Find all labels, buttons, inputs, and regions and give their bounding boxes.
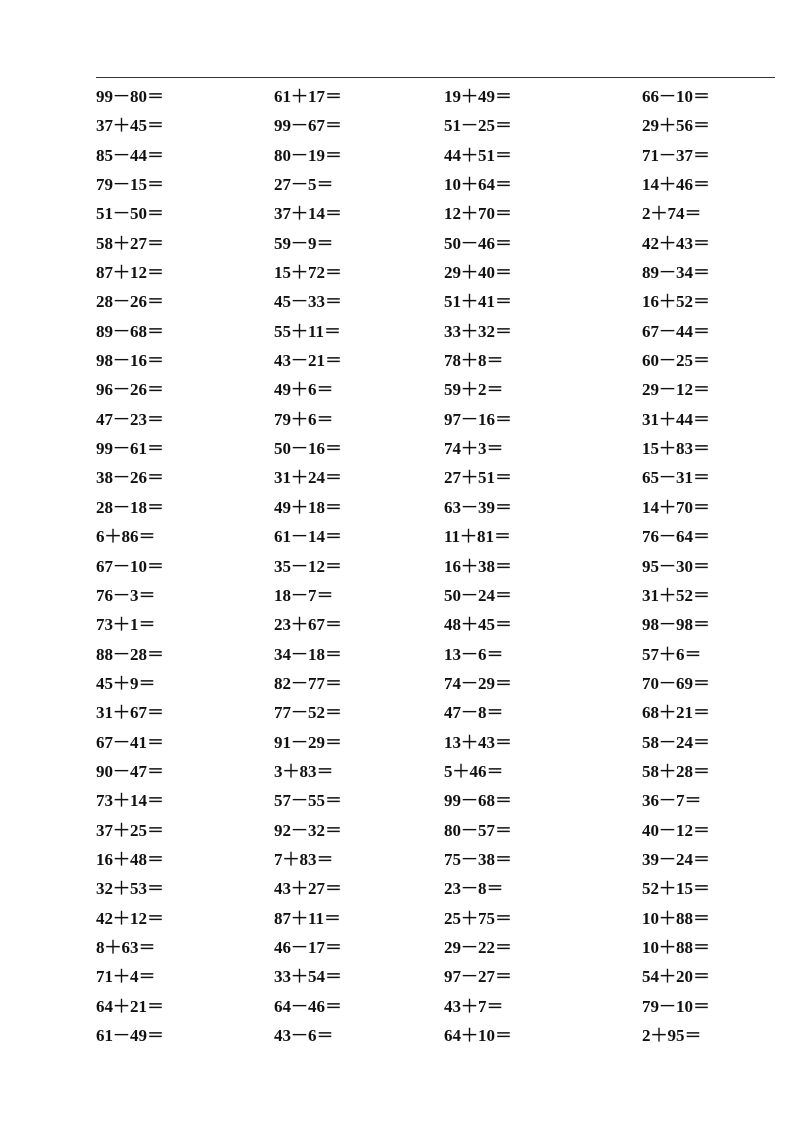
math-problem: 74＋3＝: [444, 439, 504, 459]
problem-row: [96, 728, 775, 757]
math-problem: 50－24＝: [444, 585, 512, 605]
math-problem: 37＋14＝: [274, 204, 342, 224]
problem-row: [96, 170, 775, 199]
math-problem: 42＋12＝: [96, 908, 164, 928]
math-problem: 99－67＝: [274, 116, 342, 136]
math-problem: 16＋38＝: [444, 556, 512, 576]
problem-row: [96, 1021, 775, 1050]
math-problem: 73＋1＝: [96, 615, 156, 635]
math-problem: 43－21＝: [274, 351, 342, 371]
math-problem: 27－5＝: [274, 175, 334, 195]
math-problem: 2＋74＝: [642, 204, 702, 224]
math-problem: 16＋48＝: [96, 849, 164, 869]
math-problem: 29＋56＝: [642, 116, 710, 136]
math-problem: 43＋7＝: [444, 996, 504, 1016]
math-problem: 10＋88＝: [642, 937, 710, 957]
math-problem: 51＋41＝: [444, 292, 512, 312]
math-problem: 28－18＝: [96, 497, 164, 517]
math-problem: 80－57＝: [444, 820, 512, 840]
math-problem: 59－9＝: [274, 233, 334, 253]
math-problem: 58＋28＝: [642, 761, 710, 781]
math-problem: 37＋45＝: [96, 116, 164, 136]
problem-row: [96, 552, 775, 581]
math-problem: 38－26＝: [96, 468, 164, 488]
math-problem: 39－24＝: [642, 849, 710, 869]
math-problem: 67－44＝: [642, 321, 710, 341]
math-problem: 64＋10＝: [444, 1026, 512, 1045]
math-problem: 75－38＝: [444, 849, 512, 869]
math-problem: 99－68＝: [444, 791, 512, 811]
math-problem: 10＋88＝: [642, 908, 710, 928]
math-problem: 79＋6＝: [274, 409, 334, 429]
math-problem: 51－50＝: [96, 204, 164, 224]
math-problem: 34－18＝: [274, 644, 342, 664]
math-problem: 25＋75＝: [444, 908, 512, 928]
math-problem: 12＋70＝: [444, 204, 512, 224]
math-problem: 54＋20＝: [642, 967, 710, 987]
math-problem: 11＋81＝: [444, 527, 512, 547]
problem-row: [96, 786, 775, 815]
math-problem: 77－52＝: [274, 703, 342, 723]
math-problem: 37＋25＝: [96, 820, 164, 840]
math-problem: 63－39＝: [444, 497, 512, 517]
math-problem: 45＋9＝: [96, 673, 156, 693]
problem-row: [96, 199, 775, 228]
math-problem: 61－49＝: [96, 1026, 164, 1045]
problem-row: [96, 757, 775, 786]
math-problem: 92－32＝: [274, 820, 342, 840]
math-problem: 74－29＝: [444, 673, 512, 693]
problem-row: [96, 141, 775, 170]
problem-row: [96, 229, 775, 258]
math-problem: 87＋11＝: [274, 908, 342, 928]
problem-row: [96, 610, 775, 639]
math-problem: 89－68＝: [96, 321, 164, 341]
problem-row: [96, 992, 775, 1021]
math-problem: 76－64＝: [642, 527, 710, 547]
math-problem: 49＋18＝: [274, 497, 342, 517]
math-problem: 58＋27＝: [96, 233, 164, 253]
math-problem: 47－23＝: [96, 409, 164, 429]
problem-row: [96, 434, 775, 463]
math-problem: 97－16＝: [444, 409, 512, 429]
math-problem: 23＋67＝: [274, 615, 342, 635]
math-problem: 60－25＝: [642, 351, 710, 371]
math-problem: 48＋45＝: [444, 615, 512, 635]
math-problem: 8＋63＝: [96, 937, 156, 957]
math-problem: 98－98＝: [642, 615, 710, 635]
math-problem: 96－26＝: [96, 380, 164, 400]
math-problem: 45－33＝: [274, 292, 342, 312]
math-problem: 3＋83＝: [274, 761, 334, 781]
math-problem: 13－6＝: [444, 644, 504, 664]
math-problem: 85－44＝: [96, 145, 164, 165]
problem-row: [96, 463, 775, 492]
math-problem: 51－25＝: [444, 116, 512, 136]
problem-row: [96, 933, 775, 962]
math-problem: 73＋14＝: [96, 791, 164, 811]
math-problem: 66－10＝: [642, 87, 710, 106]
problem-row: [96, 962, 775, 991]
math-problem: 87＋12＝: [96, 263, 164, 283]
math-problem: 40－12＝: [642, 820, 710, 840]
math-problem: 43＋27＝: [274, 879, 342, 899]
math-problem: 59＋2＝: [444, 380, 504, 400]
math-problem: 64＋21＝: [96, 996, 164, 1016]
math-problem: 18－7＝: [274, 585, 334, 605]
math-problem: 57－55＝: [274, 791, 342, 811]
problem-row: [96, 287, 775, 316]
math-problem: 90－47＝: [96, 761, 164, 781]
arithmetic-worksheet: [96, 82, 775, 1050]
math-problem: 50－16＝: [274, 439, 342, 459]
math-problem: 50－46＝: [444, 233, 512, 253]
problem-row: [96, 581, 775, 610]
math-problem: 98－16＝: [96, 351, 164, 371]
math-problem: 95－30＝: [642, 556, 710, 576]
problem-row: [96, 698, 775, 727]
problem-row: [96, 317, 775, 346]
math-problem: 29－12＝: [642, 380, 710, 400]
math-problem: 10＋64＝: [444, 175, 512, 195]
problem-row: [96, 405, 775, 434]
problem-row: [96, 640, 775, 669]
math-problem: 52＋15＝: [642, 879, 710, 899]
math-problem: 31＋67＝: [96, 703, 164, 723]
math-problem: 15＋83＝: [642, 439, 710, 459]
math-problem: 31＋52＝: [642, 585, 710, 605]
math-problem: 43－6＝: [274, 1026, 334, 1045]
problem-row: [96, 904, 775, 933]
problem-row: [96, 82, 775, 111]
math-problem: 91－29＝: [274, 732, 342, 752]
math-problem: 68＋21＝: [642, 703, 710, 723]
math-problem: 5＋46＝: [444, 761, 504, 781]
math-problem: 7＋83＝: [274, 849, 334, 869]
math-problem: 27＋51＝: [444, 468, 512, 488]
problem-row: [96, 375, 775, 404]
math-problem: 99－61＝: [96, 439, 164, 459]
math-problem: 67－10＝: [96, 556, 164, 576]
problem-row: [96, 845, 775, 874]
math-problem: 29＋40＝: [444, 263, 512, 283]
math-problem: 79－10＝: [642, 996, 710, 1016]
math-problem: 70－69＝: [642, 673, 710, 693]
math-problem: 61－14＝: [274, 527, 342, 547]
math-problem: 78＋8＝: [444, 351, 504, 371]
math-problem: 44＋51＝: [444, 145, 512, 165]
math-problem: 61＋17＝: [274, 87, 342, 106]
math-problem: 89－34＝: [642, 263, 710, 283]
problem-row: [96, 669, 775, 698]
problem-row: [96, 816, 775, 845]
math-problem: 97－27＝: [444, 967, 512, 987]
math-problem: 58－24＝: [642, 732, 710, 752]
problem-row: [96, 111, 775, 140]
math-problem: 79－15＝: [96, 175, 164, 195]
header-rule: [96, 77, 775, 78]
math-problem: 14＋46＝: [642, 175, 710, 195]
math-problem: 49＋6＝: [274, 380, 334, 400]
math-problem: 31＋24＝: [274, 468, 342, 488]
problem-row: [96, 874, 775, 903]
math-problem: 55＋11＝: [274, 321, 342, 341]
math-problem: 2＋95＝: [642, 1026, 702, 1045]
math-problem: 35－12＝: [274, 556, 342, 576]
problem-row: [96, 493, 775, 522]
math-problem: 71＋4＝: [96, 967, 156, 987]
math-problem: 31＋44＝: [642, 409, 710, 429]
math-problem: 57＋6＝: [642, 644, 702, 664]
math-problem: 13＋43＝: [444, 732, 512, 752]
math-problem: 33＋32＝: [444, 321, 512, 341]
math-problem: 67－41＝: [96, 732, 164, 752]
math-problem: 16＋52＝: [642, 292, 710, 312]
math-problem: 32＋53＝: [96, 879, 164, 899]
math-problem: 88－28＝: [96, 644, 164, 664]
math-problem: 82－77＝: [274, 673, 342, 693]
math-problem: 29－22＝: [444, 937, 512, 957]
math-problem: 71－37＝: [642, 145, 710, 165]
math-problem: 46－17＝: [274, 937, 342, 957]
math-problem: 47－8＝: [444, 703, 504, 723]
math-problem: 80－19＝: [274, 145, 342, 165]
math-problem: 15＋72＝: [274, 263, 342, 283]
math-problem: 19＋49＝: [444, 87, 512, 106]
math-problem: 65－31＝: [642, 468, 710, 488]
math-problem: 33＋54＝: [274, 967, 342, 987]
math-problem: 42＋43＝: [642, 233, 710, 253]
problem-row: [96, 258, 775, 287]
math-problem: 99－80＝: [96, 87, 164, 106]
math-problem: 64－46＝: [274, 996, 342, 1016]
problem-row: [96, 346, 775, 375]
math-problem: 14＋70＝: [642, 497, 710, 517]
math-problem: 36－7＝: [642, 791, 702, 811]
math-problem: 28－26＝: [96, 292, 164, 312]
math-problem: 23－8＝: [444, 879, 504, 899]
math-problem: 6＋86＝: [96, 527, 156, 547]
math-problem: 76－3＝: [96, 585, 156, 605]
problem-row: [96, 522, 775, 551]
